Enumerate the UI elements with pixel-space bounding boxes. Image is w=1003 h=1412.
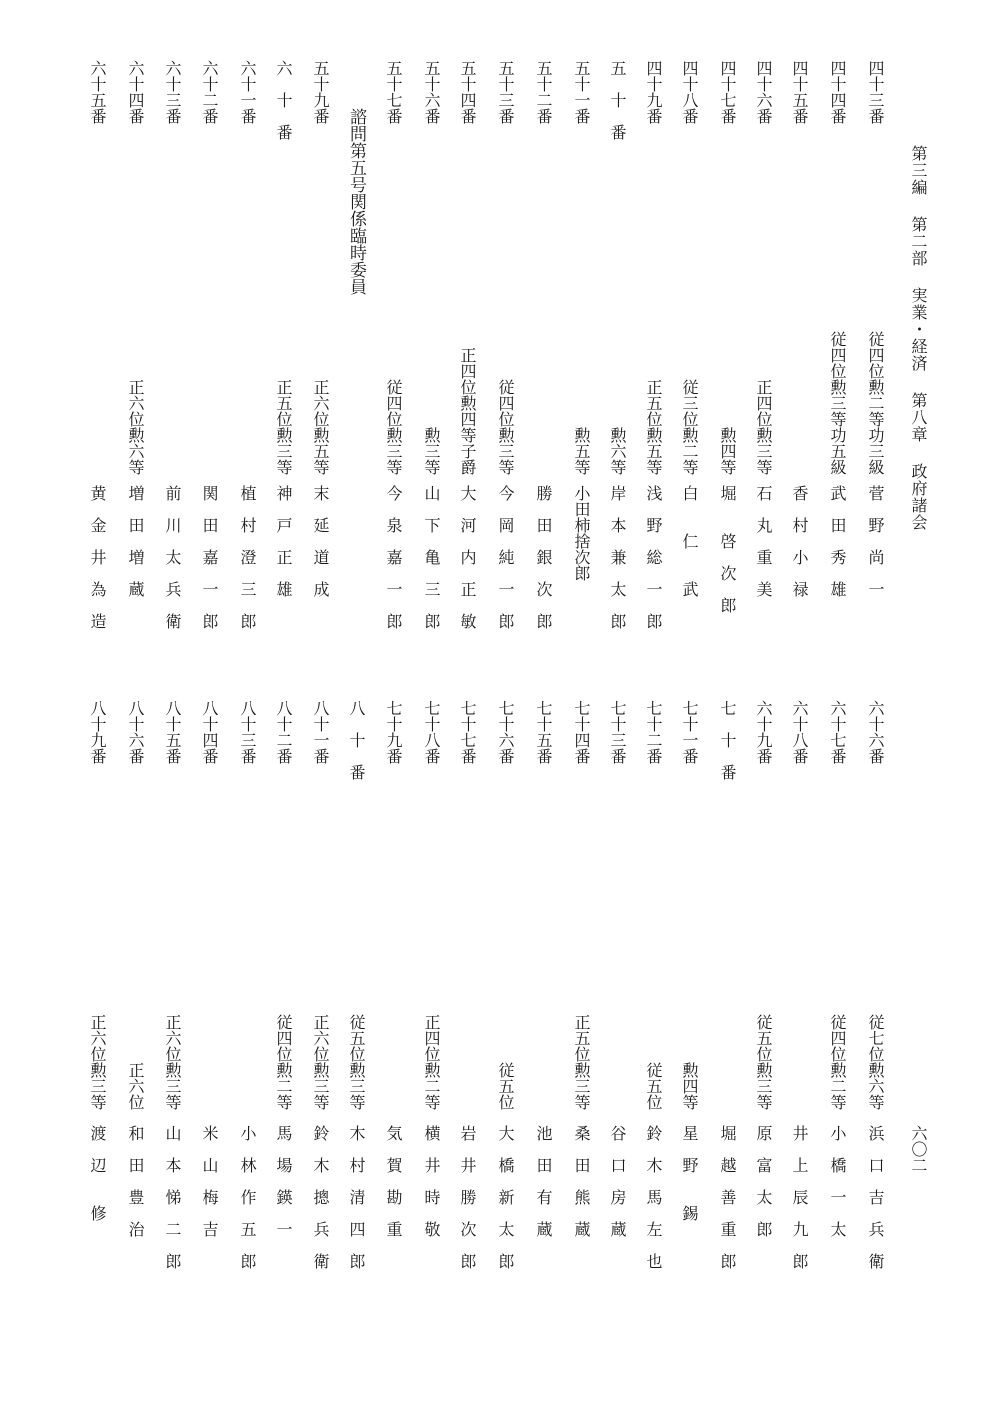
member-rank [232,995,262,1110]
member-name: 武 田 秀 雄 [828,485,847,597]
member-entry [120,700,150,1260]
member-name: 浅 野 総 一 郎 [644,485,663,629]
member-entry [268,60,298,620]
member-rank: 正六位勲三等 [88,1014,107,1110]
member-number: 六十三番 [163,60,182,124]
member-name: 米 山 梅 吉 [200,1125,219,1237]
member-rank [452,995,482,1110]
header-section: 第二部 [909,216,928,268]
member-number: 五十一番 [572,60,591,124]
member-name: 谷 口 房 蔵 [608,1125,627,1237]
member-number: 四十三番 [866,60,885,124]
member-number: 八十六番 [126,700,145,764]
member-name: 岩 井 勝 次 郎 [458,1125,477,1269]
member-rank: 勲四等 [680,1062,699,1110]
member-number: 五十三番 [496,60,515,124]
member-rank: 正四位勲四等子爵 [458,347,477,475]
member-number: 六十六番 [866,700,885,764]
member-number: 七十五番 [534,700,553,764]
member-entry [194,60,224,629]
member-number: 八十四番 [200,700,219,764]
member-rank: 従三位勲二等 [680,379,699,475]
header-chapter: 第八章 [909,392,928,444]
member-number: 四十八番 [680,60,699,124]
member-name: 小田柿捨次郎 [572,485,591,581]
member-name: 前 川 太 兵 衛 [163,485,182,629]
member-number: 六十九番 [754,700,773,764]
member-number: 六十五番 [88,60,107,124]
committee-heading: 諮問第五号関係臨時委員 [346,108,366,295]
member-number: 四十九番 [644,60,663,124]
member-rank: 正六位勲六等 [126,379,145,475]
member-name: 原 富 太 郎 [754,1125,773,1237]
header-chapter-title: 政府諸会 [909,463,928,532]
member-entry [268,700,298,1260]
member-entry [120,60,150,620]
member-rank [528,245,558,475]
member-entry [860,700,890,1269]
member-entry [674,60,704,620]
member-number: 七十四番 [572,700,591,764]
member-number: 四十七番 [718,60,737,124]
member-rank: 従五位勲三等 [754,1014,773,1110]
member-name: 黄 金 井 為 造 [88,485,107,629]
member-number: 五十七番 [384,60,403,124]
member-name: 大 橋 新 太 郎 [496,1125,515,1269]
member-rank [194,245,224,475]
member-entry [416,60,446,629]
member-entry [82,700,112,1260]
member-name: 白 仁 武 [680,485,699,597]
member-entry [860,60,890,620]
member-rank: 従四位勲三等 [384,379,403,475]
header-part: 第三編 [909,145,928,196]
member-number: 八 十 番 [347,700,366,780]
member-entry [452,60,482,629]
member-entry [232,60,262,629]
member-number: 四十五番 [790,60,809,124]
member-name: 植 村 澄 三 郎 [238,485,257,629]
member-name: 木 村 清 四 郎 [347,1125,366,1269]
member-rank [232,245,262,475]
member-name: 堀 啓 次 郎 [718,485,737,613]
member-number: 五十二番 [534,60,553,124]
member-name: 勝 田 銀 次 郎 [534,485,553,629]
member-name: 岸 本 兼 太 郎 [608,485,627,629]
member-rank [82,245,112,475]
member-entry [638,60,668,629]
member-entry [822,60,852,620]
member-number: 八十一番 [311,700,330,764]
member-name: 小 林 作 五 郎 [238,1125,257,1269]
member-rank: 勲三等 [422,427,441,475]
member-number: 六十四番 [126,60,145,124]
member-entry [602,60,632,629]
member-name: 大 河 内 正 敏 [458,485,477,629]
member-rank: 正五位勲三等 [572,1014,591,1110]
member-rank: 従四位勲二等 [828,1014,847,1110]
member-number: 五十四番 [458,60,477,124]
member-rank [528,995,558,1110]
top-member-list [0,60,1003,629]
member-entry [490,700,520,1269]
member-rank [157,245,187,475]
member-number: 八十三番 [238,700,257,764]
member-name: 小 橋 一 太 [828,1125,847,1237]
member-name: 堀 越 善 重 郎 [718,1125,737,1269]
member-entry [452,700,482,1269]
member-rank: 正五位勲五等 [644,379,663,475]
member-name: 和 田 豊 治 [126,1125,145,1237]
member-entry [305,60,335,620]
member-number: 七十八番 [422,700,441,764]
member-number: 七十七番 [458,700,477,764]
member-entry [822,700,852,1260]
member-rank: 従四位勲三等 [496,379,515,475]
member-rank: 従五位 [644,1062,663,1110]
member-rank: 正五位勲三等 [274,379,293,475]
member-entry [341,700,371,1269]
member-entry [528,60,558,629]
member-rank: 正六位勲三等 [311,1014,330,1110]
member-rank: 正四位勲二等 [422,1014,441,1110]
member-number: 六十七番 [828,700,847,764]
member-entry [82,60,112,629]
member-entry [674,700,704,1260]
member-entry [490,60,520,629]
member-name: 今 泉 嘉 一 郎 [384,485,403,629]
member-entry [602,700,632,1260]
member-rank [194,995,224,1110]
member-name: 浜 口 吉 兵 衛 [866,1125,885,1269]
member-number: 四十四番 [828,60,847,124]
member-entry [305,700,335,1269]
member-number: 五十九番 [311,60,330,124]
member-entry [232,700,262,1269]
member-name: 気 賀 勘 重 [384,1125,403,1237]
member-number: 六十八番 [790,700,809,764]
member-name: 関 田 嘉 一 郎 [200,485,219,629]
member-number: 六十二番 [200,60,219,124]
member-entry [566,60,596,620]
member-rank: 勲六等 [608,427,627,475]
member-rank [602,995,632,1110]
header-topic: 実業・経済 [909,287,928,373]
member-number: 七 十 番 [718,700,737,780]
member-entry [194,700,224,1260]
member-name: 池 田 有 蔵 [534,1125,553,1237]
member-number: 五 十 番 [608,60,627,140]
member-name: 渡 辺 修 [88,1125,107,1221]
member-rank [378,995,408,1110]
member-name: 桑 田 熊 蔵 [572,1125,591,1237]
member-rank: 従五位 [496,1062,515,1110]
member-number: 八十九番 [88,700,107,764]
member-name: 横 井 時 敬 [422,1125,441,1237]
member-name: 神 戸 正 雄 [274,485,293,597]
member-number: 四十六番 [754,60,773,124]
member-number: 七十九番 [384,700,403,764]
member-rank: 正六位 [126,1062,145,1110]
member-entry [378,700,408,1260]
member-number: 七十二番 [644,700,663,764]
member-name: 山 本 悌 二 郎 [163,1125,182,1269]
member-entry [748,60,778,620]
member-rank: 正六位勲五等 [311,379,330,475]
member-rank: 勲五等 [572,427,591,475]
member-name: 菅 野 尚 一 [866,485,885,597]
member-number: 五十六番 [422,60,441,124]
member-number: 八十二番 [274,700,293,764]
member-rank: 従五位勲三等 [347,1014,366,1110]
member-number: 七十三番 [608,700,627,764]
member-name: 増 田 増 蔵 [126,485,145,597]
member-entry [638,700,668,1269]
member-name: 香 村 小 禄 [790,485,809,597]
member-number: 七十六番 [496,700,515,764]
page-number: 六〇二 [909,1125,928,1173]
member-entry [157,700,187,1269]
member-name: 今 岡 純 一 郎 [496,485,515,629]
member-entry [416,700,446,1260]
member-rank: 正六位勲三等 [163,1014,182,1110]
bottom-member-list [0,700,1003,1269]
member-number: 七十一番 [680,700,699,764]
member-entry [748,700,778,1260]
member-rank: 従四位勲三等功五級 [828,331,847,475]
member-name: 石 丸 重 美 [754,485,773,597]
member-name: 馬 場 鍈 一 [274,1125,293,1237]
member-entry [784,700,814,1269]
member-rank [784,995,814,1110]
member-name: 末 延 道 成 [311,485,330,597]
member-rank: 従四位勲二等 [274,1014,293,1110]
member-number: 八十五番 [163,700,182,764]
member-name: 星 野 錫 [680,1125,699,1221]
member-entry [712,60,742,620]
member-entry [784,60,814,620]
member-name: 鈴 木 摠 兵 衛 [311,1125,330,1269]
member-rank: 勲四等 [718,427,737,475]
member-entry [378,60,408,629]
member-entry [528,700,558,1260]
member-entry [712,700,742,1269]
member-rank [712,995,742,1110]
member-entry [566,700,596,1260]
member-rank [784,245,814,475]
member-rank: 正四位勲三等 [754,379,773,475]
member-number: 六十一番 [238,60,257,124]
member-number: 六 十 番 [274,60,293,140]
member-name: 山 下 亀 三 郎 [422,485,441,629]
member-rank: 従七位勲六等 [866,1014,885,1110]
member-name: 鈴 木 馬 左 也 [644,1125,663,1269]
member-rank: 従四位勲二等功三級 [866,331,885,475]
member-name: 井 上 辰 九 郎 [790,1125,809,1269]
member-entry [157,60,187,629]
